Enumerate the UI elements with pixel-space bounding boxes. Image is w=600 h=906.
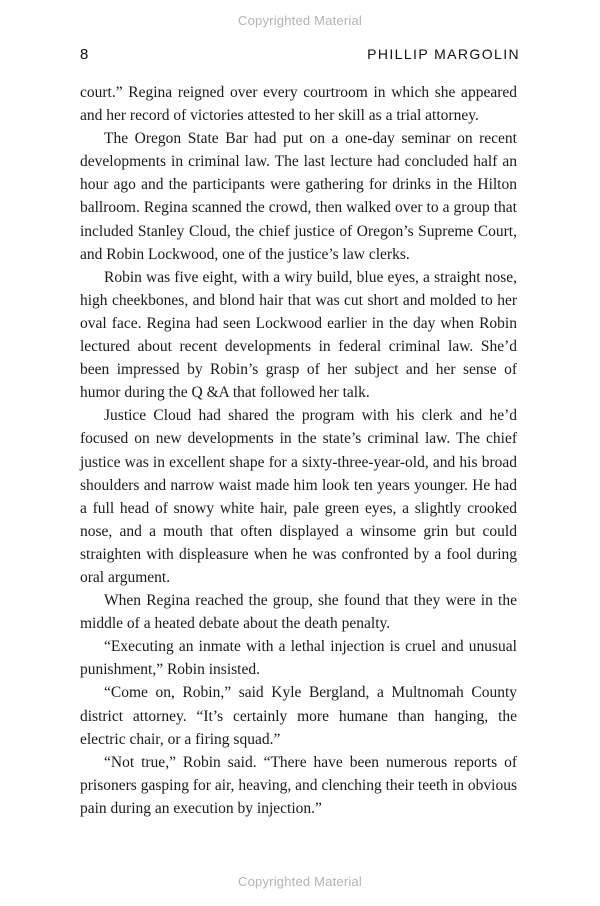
- paragraph: “Come on, Robin,” said Kyle Bergland, a Multnomah County district attorney. “It’s certainly more humane than hanging, the electric chair, or a firing squad.”: [80, 684, 517, 748]
- copyright-watermark-top: Copyrighted Material: [238, 13, 362, 28]
- paragraph: court.” Regina reigned over every courtroom in which she appeared and her record of victories attested to her skill as a trial attorney.: [80, 84, 517, 125]
- paragraph: Robin was five eight, with a wiry build, blue eyes, a straight nose, high cheekbones, and blond hair that was cut short and molded to her oval face. Regina had seen Lockwood earlier in the day when Robin lectured about recent developments in federal criminal law. She’d been impressed by Robin’s grasp of her subject and her sense of humor during the Q &A that followed her talk.: [80, 268, 517, 402]
- paragraph: When Regina reached the group, she found that they were in the middle of a heated debate about the death penalty.: [80, 592, 517, 633]
- copyright-watermark-bottom: Copyrighted Material: [238, 874, 362, 889]
- paragraph: The Oregon State Bar had put on a one-day seminar on recent developments in criminal law. The last lecture had concluded half an hour ago and the participants were gathering for drinks in the Hilton ballroom. Regina scanned the crowd, then walked over to a group that included Stanley Cloud, the chief justice of Oregon’s Supreme Court, and Robin Lockwood, one of the justice’s law clerks.: [80, 130, 517, 263]
- paragraph: “Executing an inmate with a lethal injection is cruel and unusual punishment,” Robin insisted.: [80, 638, 517, 679]
- paragraph: “Not true,” Robin said. “There have been numerous reports of prisoners gasping for air, heaving, and clenching their teeth in obvious pain during an execution by injection.”: [80, 753, 517, 817]
- body-text: [80, 81, 517, 820]
- paragraph: Justice Cloud had shared the program with his clerk and he’d focused on new developments in the state’s criminal law. The chief justice was in excellent shape for a sixty-three-year-old, and his broad shoulders and narrow waist made him look ten years younger. He had a full head of snowy white hair, pale green eyes, a slightly crooked nose, and a mouth that often displayed a winsome grin but could straighten with displeasure when he was confronted by a fool during oral argument.: [80, 407, 517, 586]
- author-name: PHILLIP MARGOLIN: [367, 46, 520, 62]
- page-number: 8: [80, 46, 89, 63]
- running-header: [80, 46, 520, 68]
